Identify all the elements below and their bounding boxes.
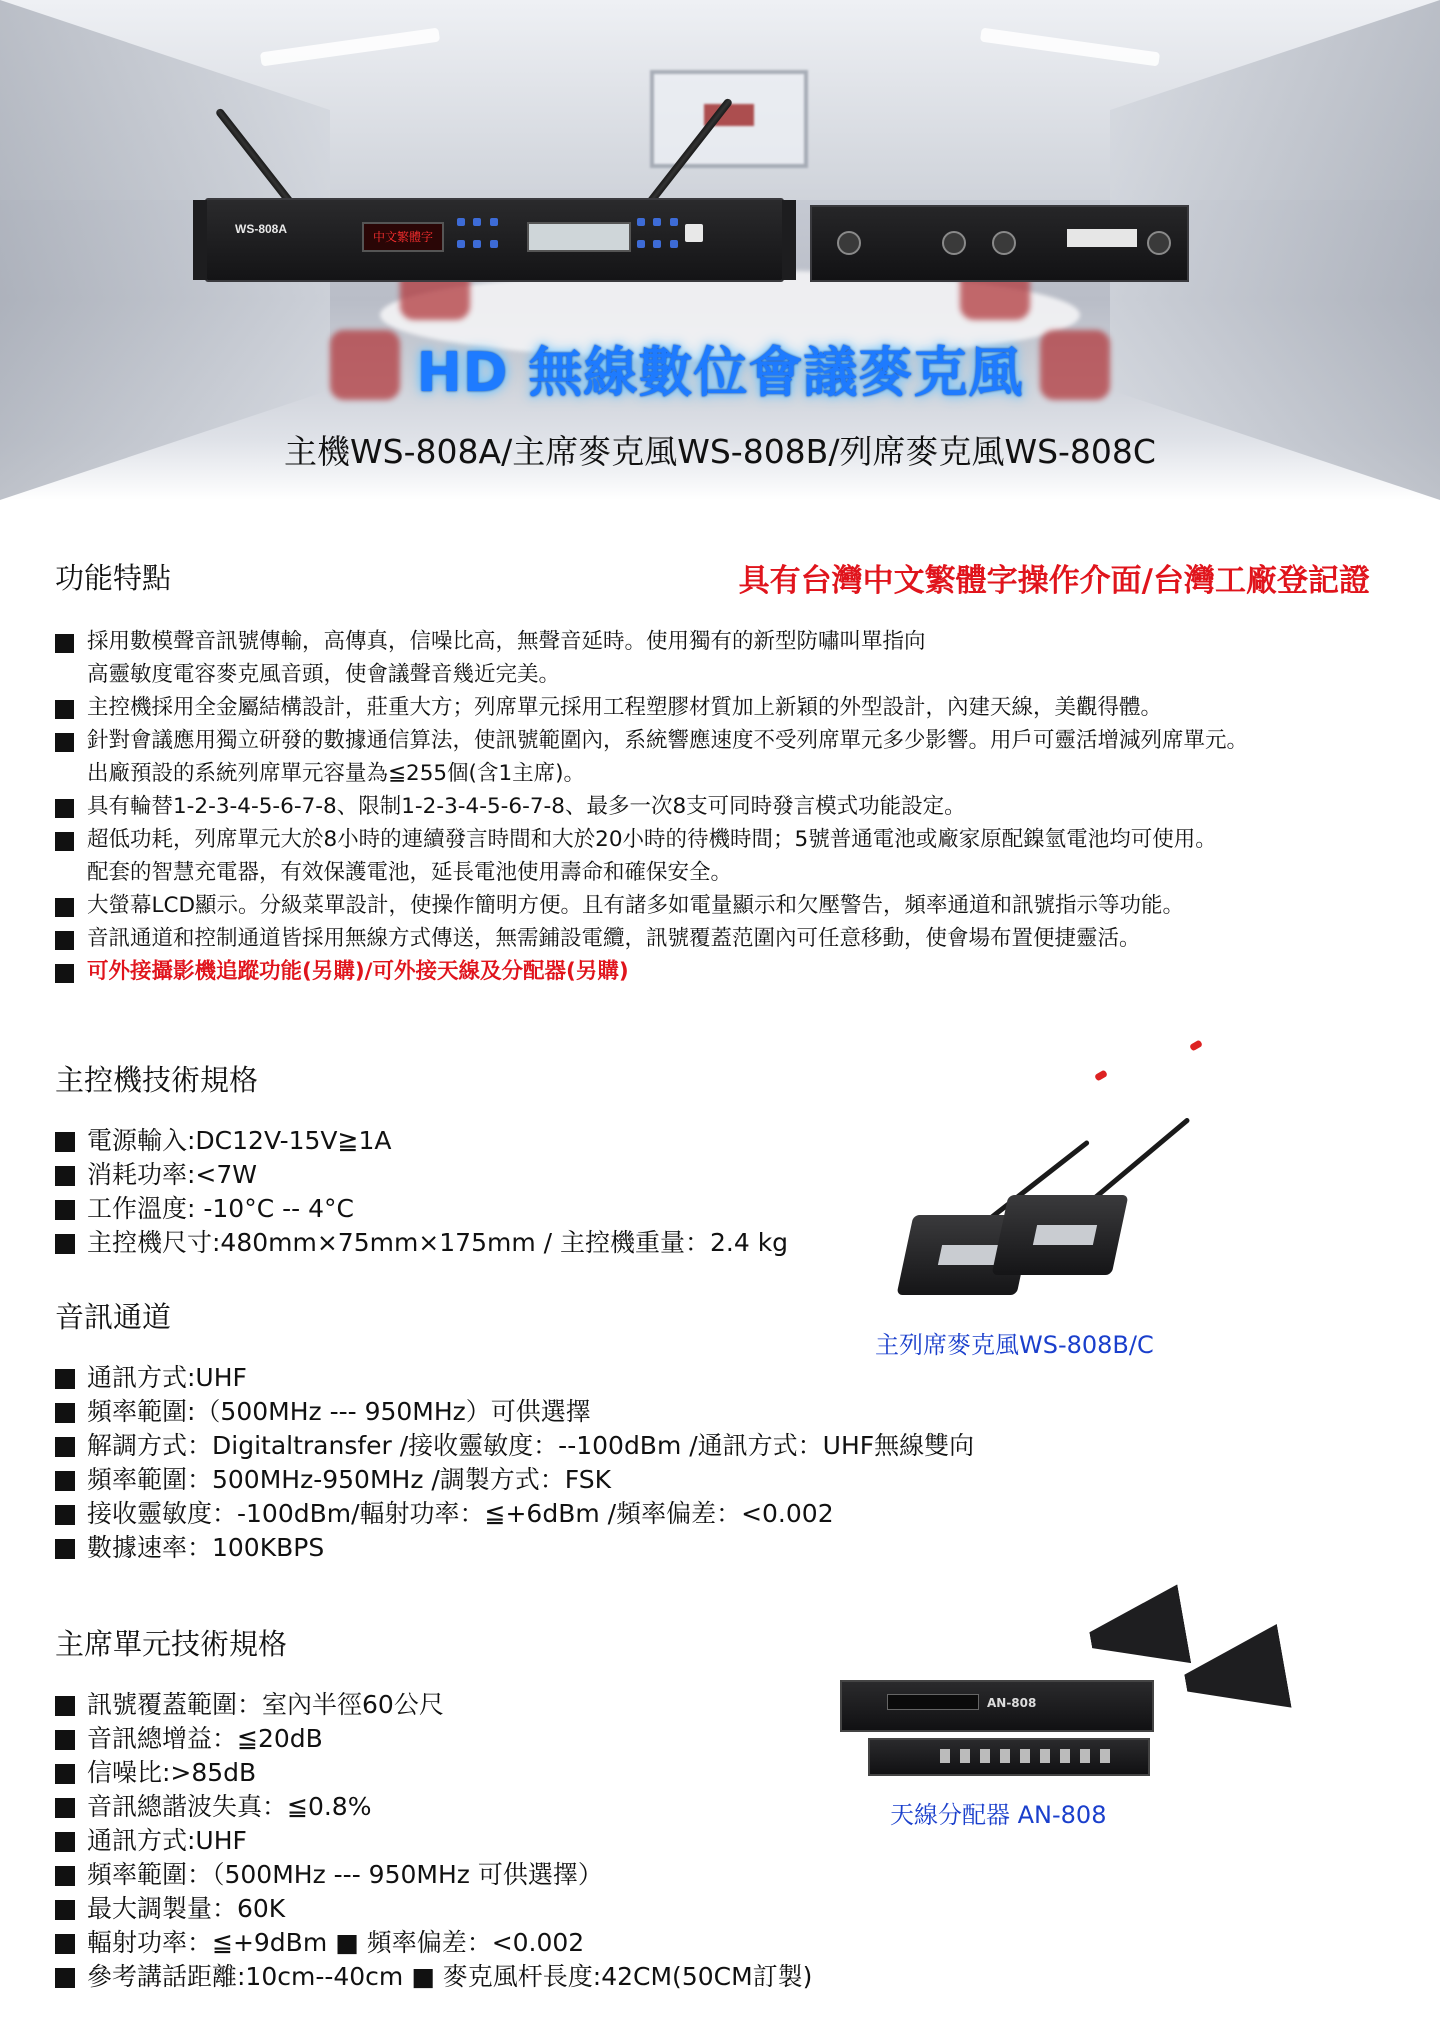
- bullet-square-icon: [55, 1369, 75, 1389]
- feature-item: 音訊通道和控制通道皆採用無線方式傳送，無需鋪設電纜，訊號覆蓋范圍內可任意移動，使會場布置便捷靈活。: [55, 922, 1395, 955]
- bullet-square-icon: [55, 1234, 75, 1254]
- features-heading: 功能特點: [55, 561, 172, 595]
- antenna-port-icon: [1147, 231, 1171, 255]
- warning-label: [1067, 229, 1137, 247]
- feature-item: 主控機採用全金屬結構設計，莊重大方；列席單元採用工程塑膠材質加上新穎的外型設計，內建天線，美觀得體。: [55, 691, 1395, 724]
- main-spec-heading: 主控機技術規格: [55, 1063, 259, 1097]
- power-switch-icon: [685, 224, 703, 242]
- spec-item: 訊號覆蓋範圍：室內半徑60公尺: [55, 1688, 812, 1722]
- bullet-square-icon: [55, 1471, 75, 1491]
- spec-item: 音訊總增益：≦20dB: [55, 1722, 812, 1756]
- main-unit-buttons: [457, 218, 502, 258]
- bullet-square-icon: [55, 1132, 75, 1152]
- bnc-ports-icon: [940, 1749, 1120, 1763]
- bullet-square-icon: [55, 1200, 75, 1220]
- audio-heading: 音訊通道: [55, 1300, 172, 1334]
- feature-item: 具有輪替1-2-3-4-5-6-7-8、限制1-2-3-4-5-6-7-8、最多一次8支可同時發言模式功能設定。: [55, 790, 1395, 823]
- spec-item: 信噪比:>85dB: [55, 1756, 812, 1790]
- audio-spec-list: [55, 1361, 974, 1565]
- antenna-caption: 天線分配器 AN-808: [890, 1801, 1107, 1829]
- splitter-display: [887, 1694, 979, 1710]
- page-title: HD 無線數位會議麥克風: [416, 341, 1024, 404]
- spec-item: 音訊總諧波失真：≦0.8%: [55, 1790, 812, 1824]
- main-unit-model-label: WS-808A: [235, 222, 288, 236]
- main-unit-lcd: 中文繁體字: [362, 222, 444, 252]
- hero-banner: [0, 0, 1440, 500]
- spec-item: 工作溫度: -10°C -- 4°C: [55, 1192, 788, 1226]
- bullet-square-icon: [55, 799, 74, 818]
- bullet-square-icon: [55, 1832, 75, 1852]
- page-subtitle: 主機WS-808A/主席麥克風WS-808B/列席麥克風WS-808C: [284, 432, 1156, 471]
- features-list: [55, 625, 1395, 988]
- bullet-square-icon: [55, 964, 74, 983]
- bullet-square-icon: [55, 700, 74, 719]
- feature-item-continued: 高靈敏度電容麥克風音頭，使會議聲音幾近完美。: [87, 662, 561, 687]
- bullet-square-icon: [55, 1764, 75, 1784]
- feature-item: 採用數模聲音訊號傳輸，高傳真，信噪比高，無聲音延時。使用獨有的新型防嘯叫單指向: [55, 625, 1395, 658]
- splitter-back-panel: [868, 1738, 1150, 1776]
- bullet-square-icon: [55, 1539, 75, 1559]
- splitter-front-panel: [840, 1680, 1154, 1732]
- spec-item: 頻率範圍：500MHz-950MHz /調製方式：FSK: [55, 1463, 974, 1497]
- antenna-port-icon: [837, 231, 861, 255]
- feature-item: 大螢幕LCD顯示。分級菜單設計，使操作簡明方便。且有諸多如電量顯示和欠壓警告，頻率通道和訊號指示等功能。: [55, 889, 1395, 922]
- bullet-square-icon: [55, 1696, 75, 1716]
- bullet-square-icon: [55, 1403, 75, 1423]
- spec-item: 數據速率：100KBPS: [55, 1531, 974, 1565]
- bullet-square-icon: [55, 1934, 75, 1954]
- audio-port-icon: [992, 231, 1016, 255]
- feature-item-continued: 配套的智慧充電器，有效保護電池，延長電池使用壽命和確保安全。: [87, 860, 733, 885]
- spec-item: 頻率範圍:（500MHz --- 950MHz）可供選擇: [55, 1395, 974, 1429]
- bullet-square-icon: [55, 931, 74, 950]
- spec-item: 最大調製量：60K: [55, 1892, 812, 1926]
- spec-item: 解調方式：Digitaltransfer /接收靈敏度：--100dBm /通訊方式：UHF無線雙向: [55, 1429, 974, 1463]
- feature-item-highlight: 可外接攝影機追蹤功能(另購)/可外接天線及分配器(另購): [55, 955, 1395, 988]
- bullet-square-icon: [55, 1968, 75, 1988]
- bullet-square-icon: [55, 1900, 75, 1920]
- main-spec-list: [55, 1124, 788, 1260]
- chair-spec-list: [55, 1688, 812, 1994]
- splitter-model-label: AN-808: [987, 1696, 1037, 1710]
- feature-item: 超低功耗，列席單元大於8小時的連續發言時間和大於20小時的待機時間；5號普通電池或廠家原配鎳氫電池均可使用。: [55, 823, 1395, 856]
- main-unit-back-image: [810, 205, 1189, 282]
- xlr-port-icon: [942, 231, 966, 255]
- bullet-square-icon: [55, 634, 74, 653]
- feature-item-continued: 出廠預設的系統列席單元容量為≦255個(含1主席)。: [87, 761, 586, 786]
- main-unit-buttons: [637, 218, 682, 258]
- spec-item: 電源輸入:DC12V-15V≧1A: [55, 1124, 788, 1158]
- bullet-square-icon: [55, 733, 74, 752]
- spec-item: 消耗功率:<7W: [55, 1158, 788, 1192]
- directional-antenna-icon: [1084, 1584, 1191, 1679]
- spec-item: 通訊方式:UHF: [55, 1824, 812, 1858]
- main-unit-front-image: [205, 198, 784, 282]
- spec-item: 參考講話距離:10cm--40cm ■ 麥克風杆長度:42CM(50CM訂製): [55, 1960, 812, 1994]
- features-tagline: 具有台灣中文繁體字操作介面/台灣工廠登記證: [738, 563, 1370, 599]
- bullet-square-icon: [55, 1505, 75, 1525]
- spec-item: 頻率範圍：（500MHz --- 950MHz 可供選擇）: [55, 1858, 812, 1892]
- spec-item: 輻射功率：≦+9dBm ■ 頻率偏差：<0.002: [55, 1926, 812, 1960]
- main-unit-channel-display: [527, 222, 631, 252]
- spec-item: 接收靈敏度：-100dBm/輻射功率：≦+6dBm /頻率偏差：<0.002: [55, 1497, 974, 1531]
- spec-item: 主控機尺寸:480mm×75mm×175mm / 主控機重量：2.4 kg: [55, 1226, 788, 1260]
- directional-antenna-icon: [1178, 1624, 1291, 1725]
- spec-item: 通訊方式:UHF: [55, 1361, 974, 1395]
- bullet-square-icon: [55, 1798, 75, 1818]
- chair-spec-heading: 主席單元技術規格: [55, 1627, 288, 1661]
- bullet-square-icon: [55, 1166, 75, 1186]
- bullet-square-icon: [55, 898, 74, 917]
- bullet-square-icon: [55, 832, 74, 851]
- hero-wall-picture: [650, 70, 808, 168]
- bullet-square-icon: [55, 1866, 75, 1886]
- bullet-square-icon: [55, 1730, 75, 1750]
- feature-item: 針對會議應用獨立研發的數據通信算法，使訊號範圍內，系統響應速度不受列席單元多少影響。用戶可靈活增減列席單元。: [55, 724, 1395, 757]
- microphone-caption: 主列席麥克風WS-808B/C: [875, 1331, 1154, 1359]
- bullet-square-icon: [55, 1437, 75, 1457]
